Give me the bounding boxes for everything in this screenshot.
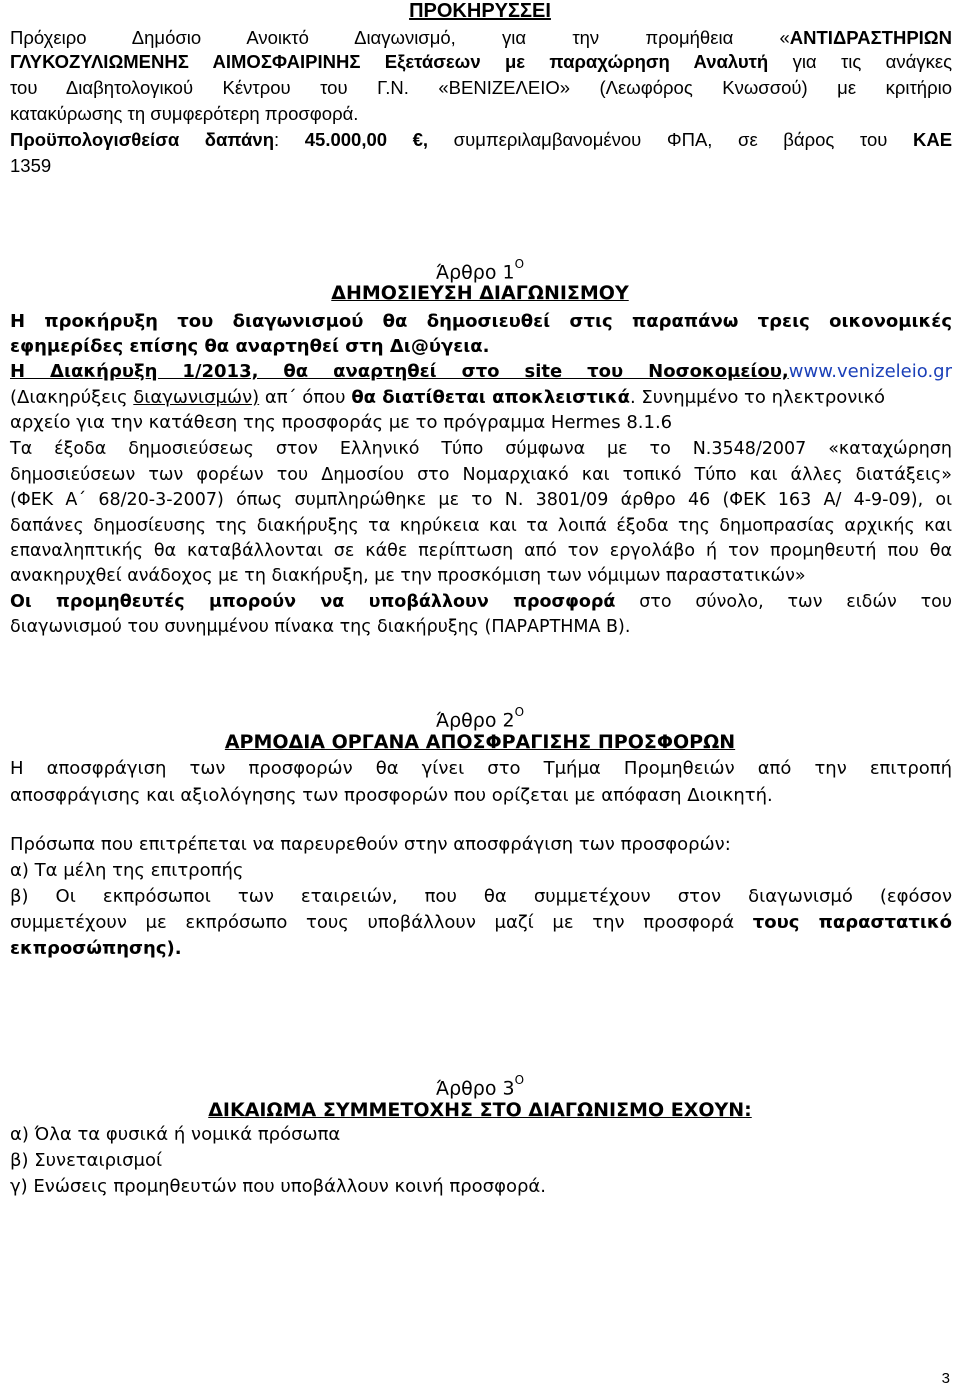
budget-line: Προϋπολογισθείσα δαπάνη: 45.000,00 €, συμπεριλαμβανομένου ΦΠΑ, σε βάρος του ΚΑΕ — [10, 129, 953, 150]
article-1-p5-line-6: ανακηρυχθεί ανάδοχος με τη διακήρυξη, με την προσκόμιση των νόμιμων παραστατικών» — [10, 566, 806, 586]
article-2-item-b-line-1: β) Οι εκπρόσωποι των εταιρειών, που θα συμμετέχουν στον διαγωνισμό (εφόσον — [10, 886, 952, 907]
page-title: ΠΡΟΚΗΡΥΣΣΕΙ — [409, 0, 551, 22]
page-number: 3 — [941, 1370, 950, 1387]
article-1-p6-line-2: διαγωνισμού του συνημμένου πίνακα της διακήρυξης (ΠΑΡΑΡΤΗΜΑ Β). — [10, 617, 631, 637]
article-3-item-a: α) Όλα τα φυσικά ή νομικά πρόσωπα — [10, 1124, 341, 1145]
article-1-p4: αρχείο για την κατάθεση της προσφοράς με το πρόγραμμα Hermes 8.1.6 — [10, 412, 673, 433]
article-2-p1-line-1: Η αποσφράγιση των προσφορών θα γίνει στο Τμήμα Προμηθειών από την επιτροπή — [10, 758, 952, 779]
kae-number: 1359 — [10, 155, 52, 176]
article-1-p5-line-5: επαναληπτικής θα καταβάλλονται σε κάθε περίπτωση από τον εργολάβο ή τον προμηθευτή που θα — [10, 541, 952, 561]
article-1-p5-line-2: δημοσιεύσεων των φορέων του Δημοσίου στο Νομαρχιακό και τοπικό Τύπο και άλλες διατάξεις» — [10, 465, 952, 485]
website-link[interactable]: www.venizeleio.gr — [788, 361, 952, 382]
article-1-p5-line-3: (ΦΕΚ Α΄ 68/20-3-2007) όπως συμπληρώθηκε με το Ν. 3801/09 άρθρο 46 (ΦΕΚ 163 Α/ 4-9-09), οι — [10, 490, 952, 510]
article-1-p3: (Διακηρύξεις διαγωνισμών) απ΄ όπου θα διατίθεται αποκλειστικά. Συνημμένο το ηλεκτρονικό — [10, 387, 886, 408]
article-1-p1-line-1: Η προκήρυξη του διαγωνισμού θα δημοσιευθεί στις παραπάνω τρεις οικονομικές — [10, 311, 952, 332]
article-3-item-c: γ) Ενώσεις προμηθευτών που υποβάλλουν κοινή προσφορά. — [10, 1176, 546, 1197]
article-3-heading: Άρθρο $3^O$ — [435, 1073, 525, 1100]
intro-line-2: ΓΛΥΚΟΖΥΛΙΩΜΕΝΗΣ ΑΙΜΟΣΦΑΙΡΙΝΗΣ Εξετάσεων με παραχώρηση Αναλυτή για τις ανάγκες — [10, 51, 952, 72]
article-1-p6-line-1: Οι προμηθευτές μπορούν να υποβάλλουν προσφορά στο σύνολο, των ειδών του — [10, 592, 952, 612]
article-1-p1-line-2: εφημερίδες επίσης θα αναρτηθεί στη Δι@ύγεια. — [10, 336, 490, 357]
intro-line-1: Πρόχειρο Δημόσιο Ανοικτό Διαγωνισμό, για την προμήθεια «ΑΝΤΙΔΡΑΣΤΗΡΙΩΝ — [10, 27, 952, 48]
article-3-item-b: β) Συνεταιρισμοί — [10, 1150, 163, 1171]
article-1-heading: Άρθρο $1^O$ — [435, 257, 525, 284]
intro-line-3: του Διαβητολογικού Κέντρου του Γ.Ν. «ΒΕΝΙΖΕΛΕΙΟ» (Λεωφόρος Κνωσσού) με κριτήριο — [10, 77, 952, 98]
article-1-title: ΔΗΜΟΣΙΕΥΣΗ ΔΙΑΓΩΝΙΣΜΟΥ — [331, 282, 629, 304]
article-2-item-b-line-2: συμμετέχουν με εκπρόσωπο τους υποβάλλουν μαζί με την προσφορά τους παραστατικό — [10, 912, 952, 933]
article-2-item-b-line-3: εκπροσώπησης). — [10, 938, 182, 959]
article-2-title: ΑΡΜΟΔΙΑ ΟΡΓΑΝΑ ΑΠΟΣΦΡΑΓΙΣΗΣ ΠΡΟΣΦΟΡΩΝ — [224, 731, 736, 753]
article-1-p5-line-4: δαπάνες δημοσίευσης της διακήρυξης τα κηρύκεια και τα λοιπά έξοδα της δημοπρασίας αρχικής και — [10, 516, 952, 536]
article-3-title: ΔΙΚΑΙΩΜΑ ΣΥΜΜΕΤΟΧΗΣ ΣΤΟ ΔΙΑΓΩΝΙΣΜΟ ΕΧΟΥΝ: — [208, 1099, 752, 1121]
article-2-item-a: α) Τα μέλη της επιτροπής — [10, 860, 244, 881]
intro-line-4: κατακύρωσης τη συμφερότερη προσφορά. — [10, 103, 359, 124]
article-2-heading: Άρθρο $2^O$ — [435, 705, 525, 732]
article-1-p5-line-1: Τα έξοδα δημοσιεύσεως στον Ελληνικό Τύπο σύμφωνα με το Ν.3548/2007 «καταχώρηση — [10, 439, 952, 459]
article-1-p2: Η Διακήρυξη 1/2013, θα αναρτηθεί στο site του Νοσοκομείου,www.venizeleio.gr — [10, 361, 952, 382]
article-2-p2: Πρόσωπα που επιτρέπεται να παρευρεθούν στην αποσφράγιση των προσφορών: — [10, 834, 731, 855]
article-2-p1-line-2: αποσφράγισης και αξιολόγησης των προσφορών που ορίζεται με απόφαση Διοικητή. — [10, 785, 773, 806]
